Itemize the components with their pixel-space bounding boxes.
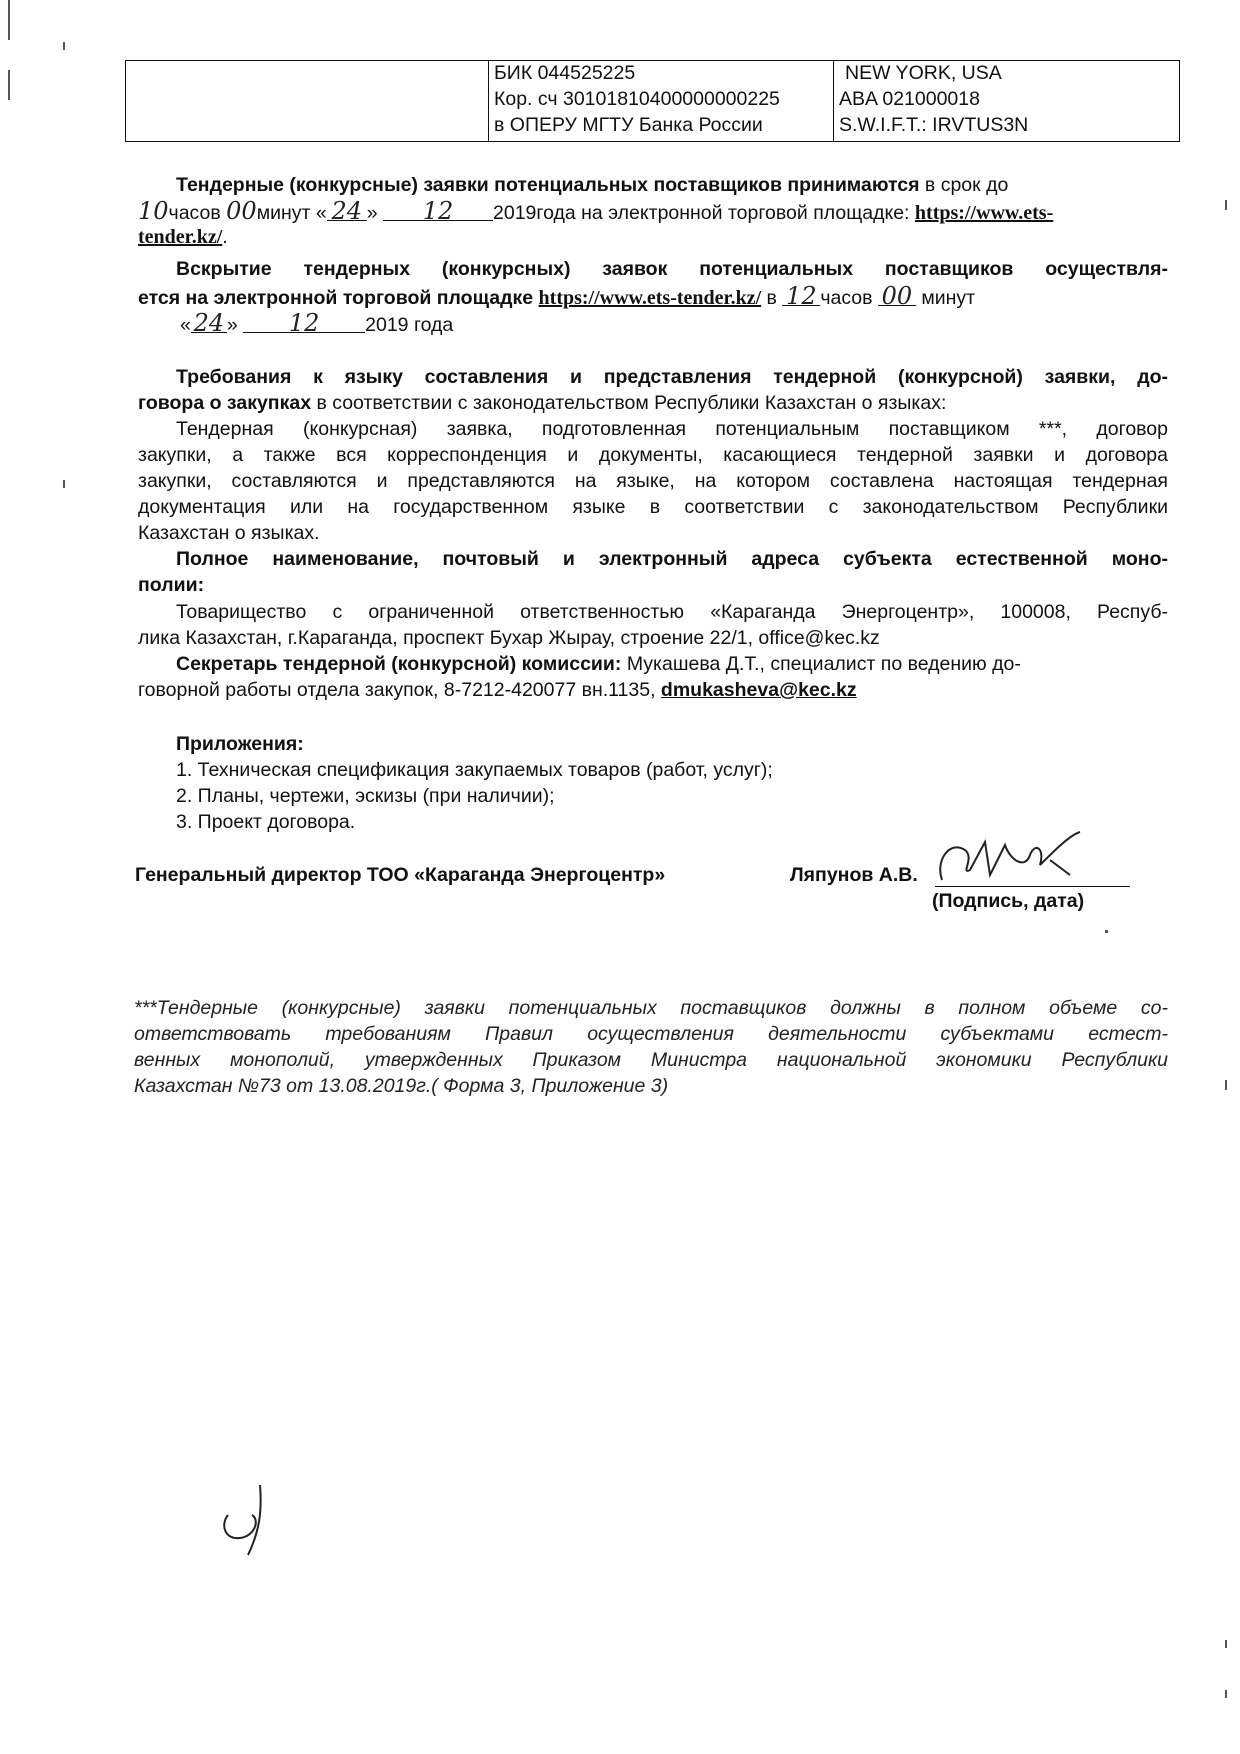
deadline-text: в срок до bbox=[919, 174, 1009, 196]
ets-tender-link-part2[interactable]: tender.kz/ bbox=[138, 226, 223, 248]
scan-margin-dot bbox=[63, 42, 65, 50]
quote-close: » bbox=[366, 202, 378, 224]
quote-open: « bbox=[180, 314, 191, 336]
footnote-line: венных монополий, утвержденных Приказом Министра национальной экономики Республики bbox=[134, 1049, 1168, 1071]
deadline-line-1 bbox=[176, 172, 1168, 198]
language-body-line: закупки, а также вся корреспонденция и документы, касающиеся тендерной заявки и договора bbox=[138, 444, 1168, 466]
opening-line-1: Вскрытие тендерных (конкурсных) заявок потенциальных поставщиков осуществля- bbox=[176, 258, 1168, 280]
director-title: Генеральный директор ТОО «Караганда Энергоцентр» bbox=[135, 864, 666, 886]
day-blank bbox=[327, 197, 367, 225]
language-heading-line-2 bbox=[138, 390, 1168, 416]
secretary-label: Секретарь тендерной (конкурсной) комиссии: bbox=[176, 653, 622, 675]
opening-minutes-blank bbox=[878, 282, 916, 310]
ets-tender-link[interactable]: https://www.ets-tender.kz/ bbox=[538, 287, 762, 309]
hours-word: часов bbox=[168, 202, 221, 224]
secretary-contacts: говорной работы отдела закупок, 8-7212-420077 вн.1135, bbox=[138, 679, 661, 701]
quote-close: » bbox=[226, 314, 238, 336]
handwritten-minutes: 00 bbox=[226, 197, 257, 225]
language-body-line: Казахстан о языках. bbox=[138, 522, 320, 544]
bank-table-col2 bbox=[488, 61, 834, 141]
secretary-text: Мукашева Д.Т., специалист по ведению до- bbox=[621, 653, 1021, 675]
attachment-item: 1. Техническая спецификация закупаемых товаров (работ, услуг); bbox=[176, 759, 773, 781]
handwritten-minutes: 00 bbox=[881, 282, 913, 310]
entity-body-line-1: Товарищество с ограниченной ответственностью «Караганда Энергоцентр», 100008, Респуб- bbox=[176, 601, 1168, 623]
attachment-item: 3. Проект договора. bbox=[176, 811, 356, 833]
bank-aba: ABA 021000018 bbox=[839, 88, 980, 110]
handwritten-day: 24 bbox=[193, 309, 225, 337]
deadline-line-3 bbox=[138, 224, 1168, 250]
attachments-heading: Приложения: bbox=[176, 733, 304, 755]
opening-month-blank bbox=[243, 309, 365, 337]
language-heading-rest: в соответствии с законодательством Республики Казахстан о языках: bbox=[311, 392, 947, 414]
scan-margin-dot bbox=[1105, 930, 1108, 933]
handwritten-initials bbox=[210, 1480, 290, 1560]
ets-tender-link-part1[interactable]: https://www.ets- bbox=[914, 202, 1054, 224]
hours-word: часов bbox=[820, 287, 873, 309]
handwritten-hours: 10 bbox=[138, 197, 169, 225]
scan-margin-line bbox=[8, 70, 10, 100]
deadline-line-2 bbox=[138, 198, 1168, 226]
footnote-line: Казахстан №73 от 13.08.2019г.( Форма 3, Приложение 3) bbox=[134, 1075, 669, 1097]
opening-line-3 bbox=[180, 310, 1210, 338]
bank-details-table bbox=[125, 60, 1180, 142]
opening-hours-blank bbox=[782, 282, 820, 310]
signature-caption: (Подпись, дата) bbox=[932, 890, 1085, 912]
bank-corr-account: Кор. сч 30101810400000000225 bbox=[494, 88, 780, 110]
scan-margin-dot bbox=[1225, 1080, 1227, 1090]
handwritten-month: 12 bbox=[288, 309, 320, 337]
secretary-line-2 bbox=[138, 677, 1168, 703]
month-blank bbox=[383, 197, 493, 225]
bank-name: в ОПЕРУ МГТУ Банка России bbox=[494, 114, 763, 136]
year-text: 2019 года bbox=[365, 314, 454, 336]
entity-heading-line-1: Полное наименование, почтовый и электронный адреса субъекта естественной моно- bbox=[176, 548, 1168, 570]
bank-table-col3 bbox=[833, 61, 1179, 141]
opening-bold-text: ется на электронной торговой площадке bbox=[138, 287, 534, 309]
secretary-line-1 bbox=[176, 651, 1168, 677]
in-word: в bbox=[761, 287, 783, 309]
scan-margin-dot bbox=[1225, 1640, 1227, 1648]
language-body-line: Тендерная (конкурсная) заявка, подготовленная потенциальным поставщиком ***, договор bbox=[176, 418, 1168, 440]
director-name: Ляпунов А.В. bbox=[790, 864, 918, 886]
language-body-line: закупки, составляются и представляются на языке, на котором составлена настоящая тендерная bbox=[138, 470, 1168, 492]
scan-margin-dot bbox=[1225, 1690, 1227, 1698]
bank-bik: БИК 044525225 bbox=[494, 62, 636, 84]
minutes-word: минут bbox=[921, 287, 976, 309]
year-text: 2019года на электронной торговой площадке: bbox=[493, 202, 910, 224]
handwritten-month: 12 bbox=[422, 197, 454, 225]
bank-city: NEW YORK, USA bbox=[845, 62, 1002, 84]
handwritten-day: 24 bbox=[331, 197, 362, 225]
language-body-line: документация или на государственном языке в соответствии с законодательством Республики bbox=[138, 496, 1168, 518]
bank-table-col1 bbox=[126, 61, 489, 141]
secretary-email-link[interactable]: dmukasheva@kec.kz bbox=[660, 679, 857, 701]
footnote-line: ответствовать требованиям Правил осуществления деятельности субъектами естест- bbox=[134, 1023, 1168, 1045]
handwritten-hours: 12 bbox=[786, 282, 817, 310]
opening-day-blank bbox=[191, 309, 227, 337]
opening-line-2 bbox=[138, 283, 1168, 311]
footnote-line: ***Тендерные (конкурсные) заявки потенциальных поставщиков должны в полном объеме со- bbox=[134, 997, 1168, 1019]
attachment-item: 2. Планы, чертежи, эскизы (при наличии); bbox=[176, 785, 555, 807]
bank-swift: S.W.I.F.T.: IRVTUS3N bbox=[839, 114, 1029, 136]
deadline-bold-text: Тендерные (конкурсные) заявки потенциальных поставщиков принимаются bbox=[176, 174, 920, 196]
language-heading-bold: говора о закупках bbox=[138, 392, 312, 414]
period: . bbox=[222, 226, 228, 248]
scan-margin-line bbox=[8, 0, 10, 40]
handwritten-signature bbox=[930, 830, 1110, 890]
language-heading-line-1: Требования к языку составления и представления тендерной (конкурсной) заявки, до- bbox=[176, 366, 1168, 388]
entity-body-line-2: лика Казахстан, г.Караганда, проспект Бухар Жырау, строение 22/1, office@kec.kz bbox=[138, 627, 880, 649]
scan-margin-dot bbox=[1225, 200, 1227, 210]
entity-heading-line-2: полии: bbox=[138, 574, 205, 596]
minutes-word: минут « bbox=[256, 202, 327, 224]
scan-margin-dot bbox=[63, 480, 65, 488]
